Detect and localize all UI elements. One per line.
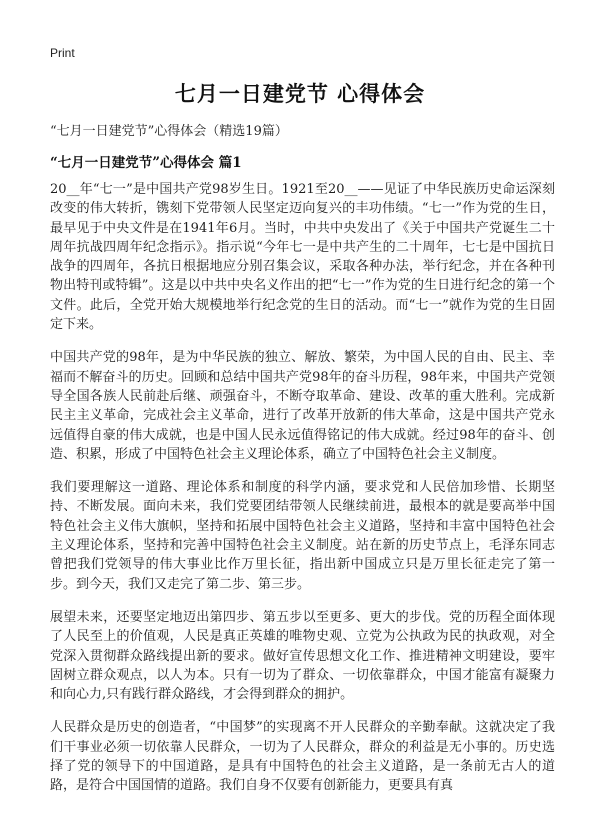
paragraph: 展望未来，还要坚定地迈出第四步、第五步以至更多、更大的步伐。党的历程全面体现了人民至上的价值观，人民是真正英雄的唯物史观、立党为公执政为民的执政观，对全党深入贯彻群众路线提出新的要求。做好宣传思想文化工作、推进精神文明建设，要牢固树立群众观点，以人为本。只有一切为了群众、一切依靠群众，中国才能富有凝聚力和向心力,只有践行群众路线，才会得到群众的拥护。	[50, 609, 555, 703]
section-heading: “七月一日建党节”心得体会 篇1	[50, 155, 242, 171]
paragraph: 人民群众是历史的创造者，“中国梦”的实现离不开人民群众的辛勤奉献。这就决定了我们干事业必须一切依靠人民群众，一切为了人民群众，群众的利益是无小事的。历史选择了党的领导下的中国道路，是具有中国特色的社会主义道路，是一条前无古人的道路，是符合中国国情的道路。我们自身不仅要有创新能力，更要具有真	[50, 720, 555, 794]
body-text	[50, 180, 555, 810]
document-subtitle: “七月一日建党节”心得体会（精选19篇）	[50, 124, 288, 139]
document-title: 七月一日建党节 心得体会	[174, 81, 426, 106]
paragraph: 中国共产党的98年，是为中华民族的独立、解放、繁荣，为中国人民的自由、民主、幸福而不解奋斗的历史。回顾和总结中国共产党98年的奋斗历程，98年来，中国共产党领导全国各族人民前赴后继、顽强奋斗，不断夺取革命、建设、改革的重大胜利。完成新民主主义革命，完成社会主义革命，进行了改革开放新的伟大革命，这是中国共产党永远值得自豪的伟大成就，也是中国人民永远值得铭记的伟大成就。经过98年的奋斗、创造、积累，形成了中国特色社会主义理论体系，确立了中国特色社会主义制度。	[50, 350, 555, 462]
paragraph: 20__年“七一”是中国共产党98岁生日。1921至20__——见证了中华民族历史命运深刻改变的伟大转折，镌刻下党带领人民坚定迈向复兴的丰功伟绩。“七一”作为党的生日，最早见于中央文件是在1941年6月。当时，中共中央发出了《关于中国共产党诞生二十周年抗战四周年纪念指示》。指示说“今年七一是中共产生的二十周年，七七是中国抗日战争的四周年，各抗日根据地应分别召集会议，采取各种办法，举行纪念，并在各种刊物出特刊或特辑”。这是以中共中央名义作出的把“七一”作为党的生日进行纪念的第一个文件。此后，全党开始大规模地举行纪念党的生日的活动。而“七一”就作为党的生日固定下来。	[50, 182, 555, 333]
print-label: Print	[50, 46, 75, 60]
paragraph: 我们要理解这一道路、理论体系和制度的科学内涵，要求党和人民倍加珍惜、长期坚持、不断发展。面向未来，我们党要团结带领人民继续前进，最根本的就是要高举中国特色社会主义伟大旗帜，坚持和拓展中国特色社会主义道路，坚持和丰富中国特色社会主义理论体系，坚持和完善中国特色社会主义制度。站在新的历史节点上，毛泽东同志曾把我们党领导的伟大事业比作万里长征，指出新中国成立只是万里长征走完了第一步。到今天，我们又走完了第二步、第三步。	[50, 480, 555, 592]
